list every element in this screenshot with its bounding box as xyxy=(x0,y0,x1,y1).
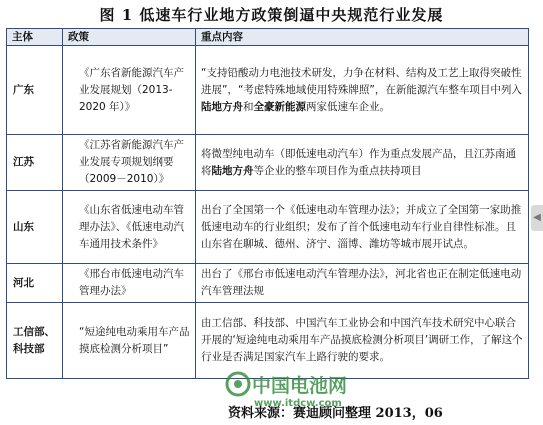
figure-title: 图 1 低速车行业地方政策倒逼中央规范行业发展 xyxy=(99,6,444,24)
row-policy: 《山东省低速电动车管理办法》、《低速电动汽车通用技术条件》 xyxy=(63,191,196,264)
table-row xyxy=(7,264,529,303)
header-subject: 主体 xyxy=(7,29,63,46)
row-subject: 河北 xyxy=(7,264,63,303)
row-policy: 《邢台市低速电动汽车管理办法》 xyxy=(63,264,196,303)
table-header-row xyxy=(7,29,529,46)
row-content: 出台了全国第一个《低速电动车管理办法》；并成立了全国第一家助推低速电动车的行业组织；发布了首个低速电动车行业自律性标准。且山东省在聊城、德州、济宁、淄博、潍坊等城市展开试点。 xyxy=(196,191,529,264)
row-policy: “短途纯电动乘用车产品摸底检测分析项目” xyxy=(63,303,196,379)
content-emphasis: 陆地方舟 xyxy=(201,100,243,113)
row-content xyxy=(196,46,529,135)
content-text: 等企业的整车项目作为重点扶持项目 xyxy=(253,164,422,177)
row-subject: 工信部、科技部 xyxy=(7,303,63,379)
row-subject: 广东 xyxy=(7,46,63,135)
table-row xyxy=(7,46,529,135)
row-subject: 山东 xyxy=(7,191,63,264)
table-row xyxy=(7,303,529,379)
content-text: “支持铅酸动力电池技术研发，力争在材料、结构及工艺上取得突破性进展”，“考虑特殊地域使用特殊牌照”，在新能源汽车整车项目中列入 xyxy=(201,66,522,96)
content-emphasis: 陆地方舟 xyxy=(211,164,254,177)
policy-table xyxy=(6,28,529,379)
content-text: 两家低速车企业。 xyxy=(306,100,390,113)
side-scroll-arrow-icon[interactable]: ◀ xyxy=(531,205,543,231)
content-text: 和 xyxy=(243,100,254,113)
row-content: 由工信部、科技部、中国汽车工业协会和中国汽车技术研究中心联合开展的‘短途纯电动乘用车产品摸底检测分析项目’调研工作，了解这个行业是否满足国家汽车上路行驶的要求。 xyxy=(196,303,529,379)
content-emphasis: 全豪新能源 xyxy=(253,100,306,113)
table-row xyxy=(7,135,529,191)
header-policy: 政策 xyxy=(63,29,196,46)
watermark-brand-text: 中国电池网 xyxy=(252,375,348,397)
table-row xyxy=(7,191,529,264)
header-content: 重点内容 xyxy=(196,29,529,46)
row-subject: 江苏 xyxy=(7,135,63,191)
row-policy: 《江苏省新能源汽车产业发展专项规划纲要（2009－2010）》 xyxy=(63,135,196,191)
row-policy: 《广东省新能源汽车产业发展规划（2013-2020 年）》 xyxy=(63,46,196,135)
source-note: 资料来源：赛迪顾问整理 2013，06 xyxy=(228,406,443,421)
row-content: 出台了《邢台市低速电动汽车管理办法》，河北省也正在制定低速电动汽车管理法规 xyxy=(196,264,529,303)
watermark-url-text: www.itdcw.com xyxy=(254,398,342,409)
row-content xyxy=(196,135,529,191)
content-text: 将微型纯电动车（即低速电动汽车）作为重点发展产品，且江苏南通将 xyxy=(201,147,516,177)
